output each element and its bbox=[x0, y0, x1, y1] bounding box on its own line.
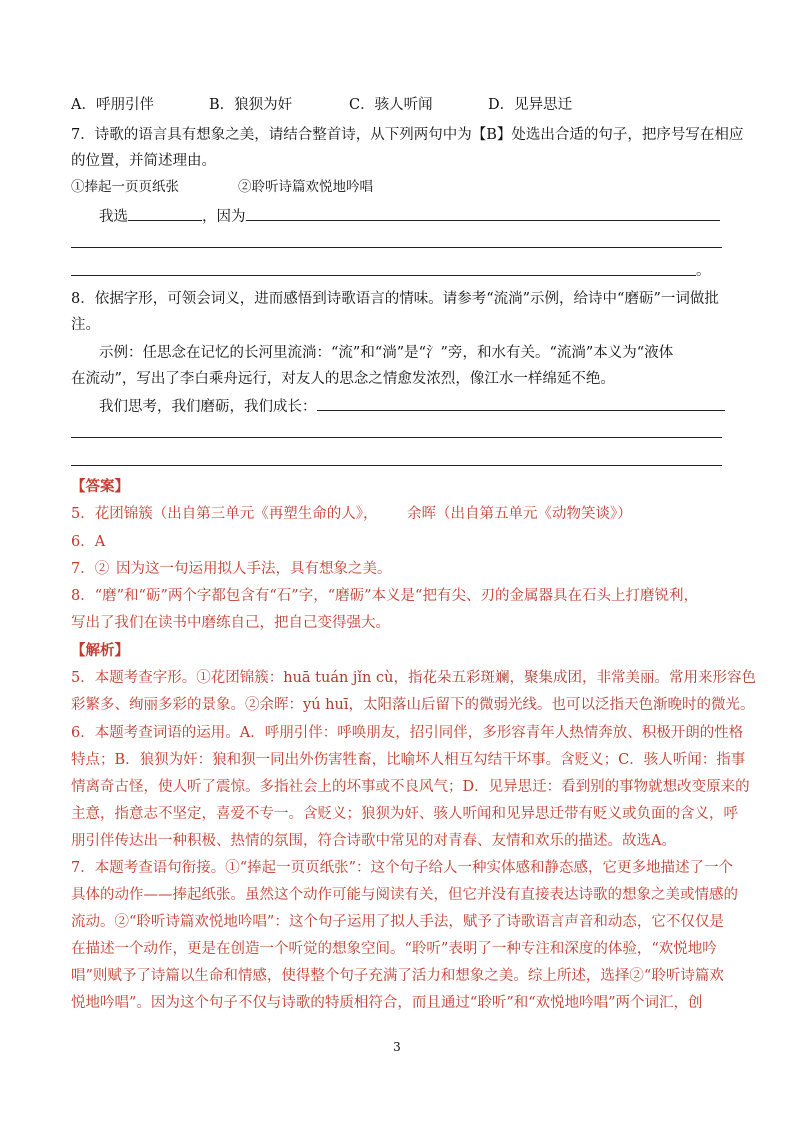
option-d: D．见异思迁 bbox=[488, 97, 573, 113]
analysis-6-line-3: 情离奇古怪，使人听了震惊。多指社会上的坏事或不良风气；D．见异思迁：看到别的事物就想改变原来的 bbox=[71, 779, 750, 795]
answer-5-part-2: 余晖（出自第五单元《动物笑谈》） bbox=[407, 506, 632, 522]
analysis-5-pinyin: huā tuán jǐn cù，指花朵五彩斑斓，聚集成团，非常美丽。常用来形容色 bbox=[283, 670, 756, 686]
answer-7-reason: 因为这一句运用拟人手法，具有想象之美。 bbox=[116, 561, 392, 577]
q6-options bbox=[71, 94, 572, 116]
q7-period: 。 bbox=[696, 263, 711, 279]
q7-choices bbox=[71, 176, 373, 198]
answer-5-part-1: 5．花团锦簇（出自第三单元《再塑生命的人》， bbox=[71, 506, 378, 522]
analysis-5-line-1 bbox=[71, 667, 756, 689]
answer-blank-line[interactable] bbox=[71, 465, 722, 466]
answer-8-line-2: 写出了我们在读书中磨练自己，把自己变得强大。 bbox=[71, 615, 390, 631]
q7-because-label: ，因为 bbox=[202, 209, 246, 225]
q8-line-2: 注。 bbox=[71, 317, 100, 333]
option-b: B．狼狈为奸 bbox=[209, 97, 293, 113]
q7-option-1: ①捧起一页页纸张 bbox=[71, 179, 179, 195]
analysis-6-line-2: 特点；B．狼狈为奸：狼和狈一同出外伤害牲畜，比喻坏人相互勾结干坏事。含贬义；C．骇人听闻：指事 bbox=[71, 752, 746, 768]
page-number: 3 bbox=[393, 1040, 401, 1054]
answer-blank-line[interactable] bbox=[71, 275, 696, 276]
q7-line-1: 7．诗歌的语言具有想象之美，请结合整首诗，从下列两句中为【B】处选出合适的句子，把序号写在相应 bbox=[71, 127, 744, 143]
answer-5 bbox=[71, 503, 632, 525]
q8-example-2: 在流动”，写出了李白乘舟远行，对友人的思念之情愈发浓烈，像江水一样绵延不绝。 bbox=[71, 371, 615, 387]
q7-choice-blank[interactable] bbox=[128, 205, 202, 221]
answer-heading: 【答案】 bbox=[71, 478, 129, 495]
q7-option-2: ②聆听诗篇欢悦地吟唱 bbox=[238, 179, 373, 195]
analysis-7-line-4: 在描述一个动作，更是在创造一个听觉的想象空间。“聆听”表明了一种专注和深度的体验，“欢悦地吟 bbox=[71, 941, 717, 957]
analysis-6-line-4: 主意，指意志不坚定，喜爱不专一。含贬义；狼狈为奸、骇人听闻和见异思迁带有贬义或负面的含义，呼 bbox=[71, 806, 738, 822]
answer-7-choice: 7．② bbox=[71, 561, 110, 577]
q8-prompt-line bbox=[99, 395, 725, 418]
answer-7 bbox=[71, 558, 392, 580]
answer-6: 6．A bbox=[71, 534, 106, 550]
q8-example-1: 示例：任思念在记忆的长河里流淌：“流”和“淌”是“氵”旁，和水有关。“流淌”本义为“液体 bbox=[99, 345, 674, 361]
analysis-6-line-1: 6．本题考查词语的运用。A．呼朋引伴：呼唤朋友，招引同伴，多形容青年人热情奔放、积极开朗的性格 bbox=[71, 725, 744, 741]
answer-8-line-1: 8．“磨”和“砺”两个字都包含有“石”字，“磨砺”本义是“把有尖、刃的金属器具在石头上打磨锐利， bbox=[71, 588, 698, 604]
analysis-6-line-5: 朋引伴传达出一种积极、热情的氛围，符合诗歌中常见的对青春、友情和欢乐的描述。故选A。 bbox=[71, 833, 676, 849]
analysis-7-line-6: 悦地吟唱”。因为这个句子不仅与诗歌的特质相符合，而且通过“聆听”和“欢悦地吟唱”两个词汇，创 bbox=[71, 995, 703, 1011]
analysis-7-line-1: 7．本题考查语句衔接。①“捧起一页页纸张”：这个句子给人一种实体感和静态感，它更多地描述了一个 bbox=[71, 860, 734, 876]
q8-line-1: 8．依据字形，可领会词义，进而感悟到诗歌语言的情味。请参考“流淌”示例，给诗中“磨砺”一词做批 bbox=[71, 291, 719, 307]
answer-blank-line[interactable] bbox=[71, 247, 722, 248]
analysis-5-text: 5．本题考查字形。①花团锦簇： bbox=[71, 670, 284, 686]
q8-answer-blank[interactable] bbox=[317, 395, 725, 411]
analysis-5-line-2 bbox=[71, 694, 754, 716]
analysis-5-pinyin-2: ②余晖：yú huī，太阳落山后留下的微弱光线。也可以泛指天色渐晚时的微光。 bbox=[245, 697, 755, 713]
analysis-heading: 【解析】 bbox=[71, 642, 129, 659]
q7-answer-line bbox=[99, 205, 720, 228]
q7-line-2: 的位置，并简述理由。 bbox=[71, 153, 216, 169]
q7-reason-blank[interactable] bbox=[246, 205, 720, 221]
analysis-7-line-5: 唱”则赋予了诗篇以生命和情感，使得整个句子充满了活力和想象之美。综上所述，选择②“聆听诗篇欢 bbox=[71, 968, 724, 984]
q8-prompt: 我们思考，我们磨砺，我们成长： bbox=[99, 399, 317, 415]
analysis-5-text-2: 彩繁多、绚丽多彩的景象。 bbox=[71, 697, 245, 713]
answer-blank-line[interactable] bbox=[71, 437, 722, 438]
analysis-7-line-3: 流动。②“聆听诗篇欢悦地吟唱”：这个句子运用了拟人手法，赋予了诗歌语言声音和动态，它不仅仅是 bbox=[71, 914, 724, 930]
q7-choose-label: 我选 bbox=[99, 209, 128, 225]
option-a: A．呼朋引伴 bbox=[71, 97, 154, 113]
option-c: C．骇人听闻 bbox=[349, 97, 433, 113]
analysis-7-line-2: 具体的动作——捧起纸张。虽然这个动作可能与阅读有关，但它并没有直接表达诗歌的想象之美或情感的 bbox=[71, 887, 738, 903]
